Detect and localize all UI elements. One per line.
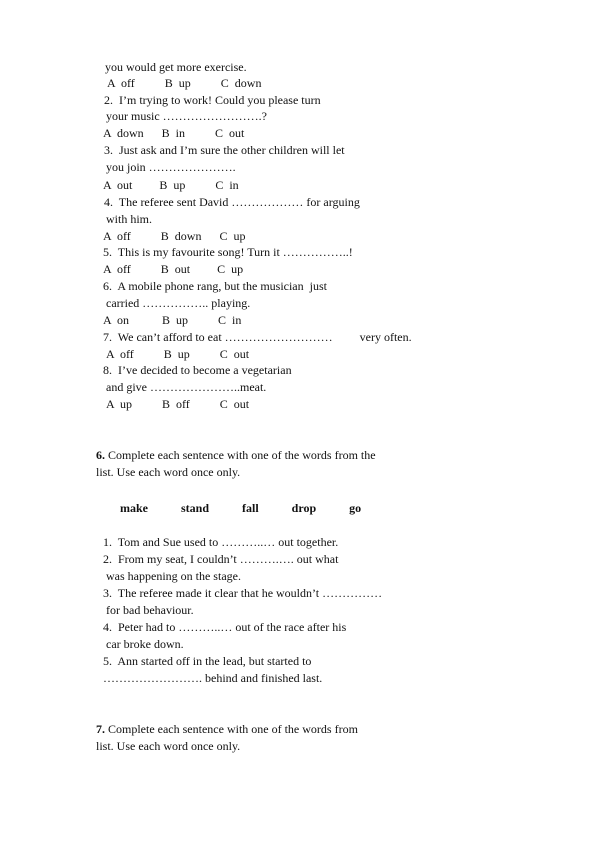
question-line: with him. [103,212,153,226]
instruction-text: Complete each sentence with one of the words from the [105,448,376,462]
question-line: carried …………….. playing. [103,296,251,310]
question-line: your music …………………….? [103,109,267,123]
sentence-line: 5. Ann started off in the lead, but started to [103,654,312,668]
question-line: 6. A mobile phone rang, but the musician just [103,279,327,293]
answer-options: A up B off C out [106,397,250,411]
answer-options: A out B up C in [103,178,239,192]
sentence-line: 1. Tom and Sue used to ………..… out together. [103,535,339,549]
sentence-line: 3. The referee made it clear that he wouldn’t …………… [103,586,383,600]
sentence-line: 4. Peter had to ………..… out of the race after his [103,620,347,634]
question-line: 7. We can’t afford to eat ……………………… very often. [103,330,412,344]
sentence-line: for bad behaviour. [106,603,194,617]
question-line: 2. I’m trying to work! Could you please turn [104,93,321,107]
instruction-text: list. Use each word once only. [96,739,241,753]
question-line: 3. Just ask and I’m sure the other children will let [104,143,345,157]
instruction-text: list. Use each word once only. [96,465,241,479]
sentence-line: car broke down. [106,637,184,651]
answer-options: A off B out C up [103,262,244,276]
answer-options: A off B up C down [107,76,262,90]
answer-options: A down B in C out [103,126,245,140]
sentence-line: ……………………. behind and finished last. [103,671,323,685]
sentence-line: 2. From my seat, I couldn’t ……….…. out what [103,552,339,566]
exercise-7-instruction [96,722,358,736]
exercise-number: 7. [96,722,105,736]
answer-options: A on B up C in [103,313,242,327]
answer-options: A off B up C out [106,347,250,361]
answer-options: A off B down C up [103,229,246,243]
question-line: and give …………………..meat. [106,380,267,394]
word-list: make stand fall drop go [120,501,362,515]
question-line: you would get more exercise. [105,60,247,74]
exercise-6-instruction [96,448,376,462]
question-line: 4. The referee sent David ……………… for arguing [104,195,360,209]
instruction-text: Complete each sentence with one of the words from [105,722,358,736]
question-line: 5. This is my favourite song! Turn it ……………..! [103,245,353,259]
question-line: 8. I’ve decided to become a vegetarian [103,363,292,377]
sentence-line: was happening on the stage. [106,569,241,583]
question-line: you join …………………. [103,160,236,174]
exercise-number: 6. [96,448,105,462]
